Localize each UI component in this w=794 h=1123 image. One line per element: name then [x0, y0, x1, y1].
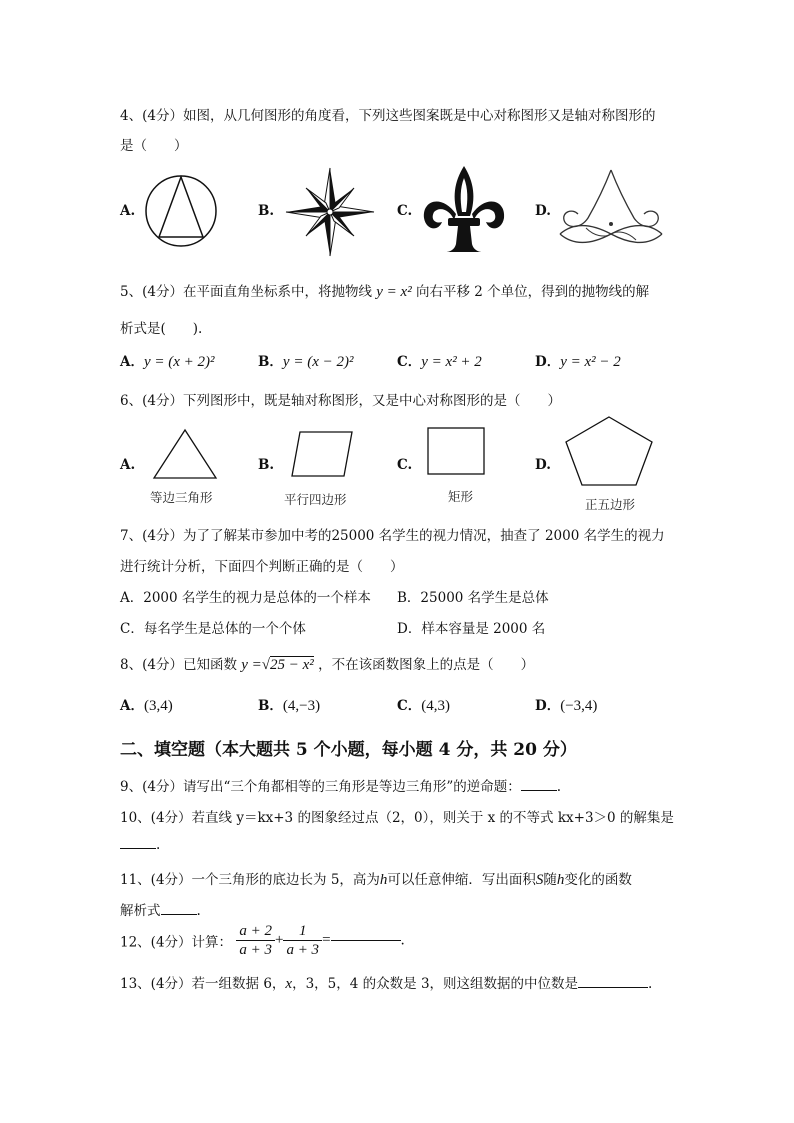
q8-eq-left: y = [241, 657, 262, 673]
compass-star-icon [284, 166, 376, 258]
q5-option-b: B．y = (x − 2)² [258, 354, 354, 370]
rectangle-icon [427, 427, 485, 475]
q7-line1: 7、(4分）为了了解某市参加中考的25000 名学生的视力情况，抽查了 2000 名学生的视力 [120, 528, 665, 544]
q10-line1: 10、(4分）若直线 y＝kx+3 的图象经过点（2，0），则关于 x 的不等式 kx+3＞0 的解集是 [120, 810, 674, 826]
q6-option-d-label: D. [535, 457, 551, 473]
fleur-de-lis-icon [420, 164, 508, 256]
q5-option-d: D．y = x² − 2 [535, 354, 621, 370]
parallelogram-icon [290, 430, 354, 478]
q8-pre: 8、(4分）已知函数 [120, 657, 237, 673]
q13-line: 13、(4分）若一组数据 6，x，3，5，4 的众数是 3，则这组数据的中位数是 . [120, 976, 653, 992]
flourish-ornament-icon [556, 168, 666, 250]
q5-option-a: A．y = (x + 2)² [120, 354, 215, 370]
q6-line1: 6、(4分）下列图形中，既是轴对称图形，又是中心对称图形的是（ ） [120, 393, 561, 409]
sqrt-icon: √ [261, 657, 271, 673]
q12-answer-blank [331, 940, 401, 941]
q11-line1: 11、(4分）一个三角形的底边长为 5，高为h可以任意伸缩．写出面积S随h变化的函数 [120, 872, 632, 888]
q12-fraction-2: $\frac{1}{a + 3}$ [283, 922, 322, 959]
q6-option-b-label: B. [258, 457, 275, 473]
q4-option-c-label: C. [397, 203, 413, 219]
q4-option-b-label: B. [258, 203, 275, 219]
q9-line: 9、(4分）请写出“三个角都相等的三角形是等边三角形”的逆命题： . [120, 779, 562, 795]
q6-caption-b: 平行四边形 [284, 492, 347, 507]
q5-line1 [120, 280, 649, 301]
q8-option-c: C．(4,3) [397, 698, 450, 714]
q8-option-b: B．(4,−3) [258, 698, 321, 714]
q8-eq-radicand: 25 − x² [270, 657, 314, 673]
q8-option-d: D．(−3,4) [535, 698, 598, 714]
q8-option-a: A．(3,4) [120, 698, 173, 714]
q8-line1 [120, 653, 534, 674]
q9-answer-blank [521, 790, 557, 791]
q5-post: 向右平移 2 个单位，得到的抛物线的解 [415, 284, 650, 300]
q11-line2: 解析式 . [120, 903, 201, 919]
q6-caption-c: 矩形 [448, 489, 474, 504]
q10-line2: . [120, 837, 160, 853]
q7-option-c: C．每名学生是总体的一个个体 [120, 621, 306, 637]
circle-triangle-icon [144, 174, 218, 248]
q4-line2: 是（ ） [120, 138, 188, 154]
q7-line2: 进行统计分析，下面四个判断正确的是（ ） [120, 559, 404, 575]
q13-answer-blank [578, 987, 648, 988]
q7-option-b: B．25000 名学生是总体 [397, 590, 549, 606]
q4-line1: 4、(4分）如图，从几何图形的角度看，下列这些图案既是中心对称图形又是轴对称图形的 [120, 108, 656, 124]
q6-option-c-label: C. [397, 457, 413, 473]
q6-option-a-label: A. [120, 457, 136, 473]
q6-caption-d: 正五边形 [585, 497, 636, 512]
q5-pre: 5、(4分）在平面直角坐标系中，将抛物线 [120, 284, 372, 300]
q5-option-c: C．y = x² + 2 [397, 354, 482, 370]
q5-line2: 析式是( ). [120, 321, 203, 337]
q10-answer-blank [120, 848, 156, 849]
q7-option-d: D．样本容量是 2000 名 [397, 621, 546, 637]
q11-answer-blank [161, 914, 197, 915]
q12-line: 12、(4分）计算： $\frac{a + 2}{a + 3}$ + $\frac{1}{a + 3}$ = . [120, 923, 405, 958]
equilateral-triangle-icon [152, 428, 218, 480]
section-fill-in-title: 二、填空题（本大题共 5 个小题，每小题 4 分，共 20 分） [120, 740, 577, 760]
regular-pentagon-icon [563, 415, 655, 487]
q6-caption-a: 等边三角形 [150, 490, 213, 505]
q7-option-a: A．2000 名学生的视力是总体的一个样本 [120, 590, 371, 606]
q4-option-d-label: D. [535, 203, 551, 219]
q5-equation: y = x² [376, 284, 412, 300]
q4-option-a-label: A. [120, 203, 136, 219]
q12-fraction-1: $\frac{a + 2}{a + 3}$ [236, 922, 275, 959]
q8-post: ，不在该函数图象上的点是（ ） [318, 657, 535, 673]
